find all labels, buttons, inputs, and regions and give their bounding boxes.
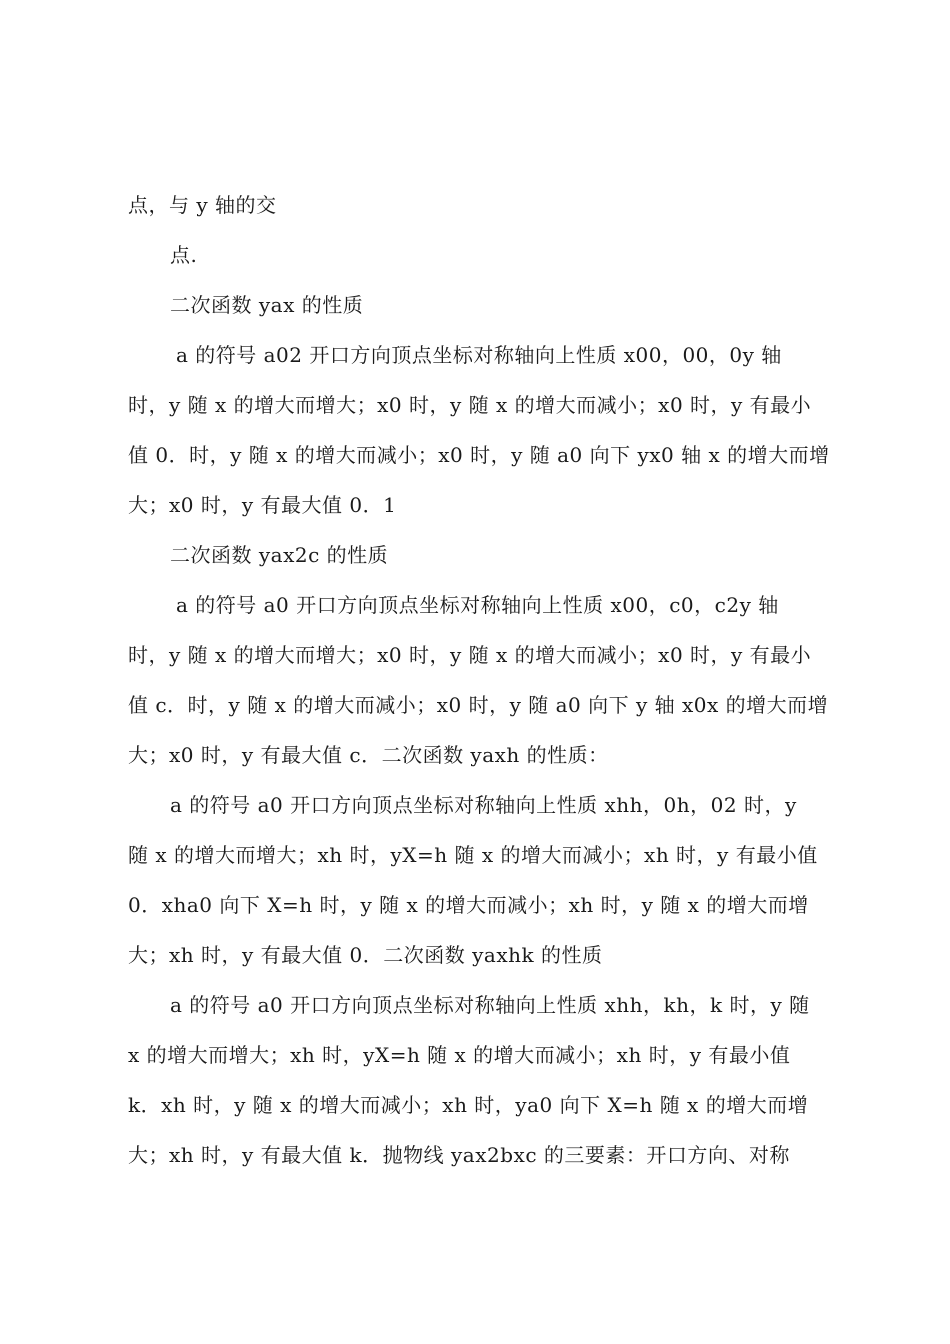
text-line: 值 c．时，y 随 x 的增大而减小；x0 时，y 随 a0 向下 y 轴 x0x 的增大而增: [128, 693, 829, 717]
text-line: 0．xha0 向下 X=h 时，y 随 x 的增大而减小；xh 时，y 随 x 的增大而增: [128, 893, 809, 917]
text-line: 大；xh 时，y 有最大值 k．抛物线 yax2bxc 的三要素：开口方向、对称: [128, 1143, 790, 1167]
section-heading: 二次函数 yax 的性质: [170, 293, 364, 317]
text-line: a 的符号 a0 开口方向顶点坐标对称轴向上性质 x00，c0，c2y 轴: [176, 593, 779, 617]
text-line: 随 x 的增大而增大；xh 时，yX=h 随 x 的增大而减小；xh 时，y 有最小值: [128, 843, 818, 867]
text-line: a 的符号 a0 开口方向顶点坐标对称轴向上性质 xhh，0h，02 时，y: [170, 793, 797, 817]
text-line: a 的符号 a02 开口方向顶点坐标对称轴向上性质 x00，00，0y 轴: [176, 343, 782, 367]
text-line: a 的符号 a0 开口方向顶点坐标对称轴向上性质 xhh，kh，k 时，y 随: [170, 993, 810, 1017]
text-line: 时，y 随 x 的增大而增大；x0 时，y 随 x 的增大而减小；x0 时，y 有最小: [128, 393, 812, 417]
text-line: 大；x0 时，y 有最大值 c．二次函数 yaxh 的性质：: [128, 743, 609, 767]
text-line: 点，与 y 轴的交: [128, 193, 277, 217]
text-line: 值 0．时，y 随 x 的增大而减小；x0 时，y 随 a0 向下 yx0 轴 x 的增大而增: [128, 443, 830, 467]
text-line: 时，y 随 x 的增大而增大；x0 时，y 随 x 的增大而减小；x0 时，y 有最小: [128, 643, 812, 667]
text-line: x 的增大而增大；xh 时，yX=h 随 x 的增大而减小；xh 时，y 有最小值: [128, 1043, 791, 1067]
section-heading: 二次函数 yax2c 的性质: [170, 543, 389, 567]
text-line: 大；xh 时，y 有最大值 0．二次函数 yaxhk 的性质: [128, 943, 603, 967]
text-line: 大；x0 时，y 有最大值 0．1: [128, 493, 397, 517]
text-line: 点.: [170, 243, 198, 267]
text-line: k．xh 时，y 随 x 的增大而减小；xh 时，ya0 向下 X=h 随 x 的增大而增: [128, 1093, 809, 1117]
